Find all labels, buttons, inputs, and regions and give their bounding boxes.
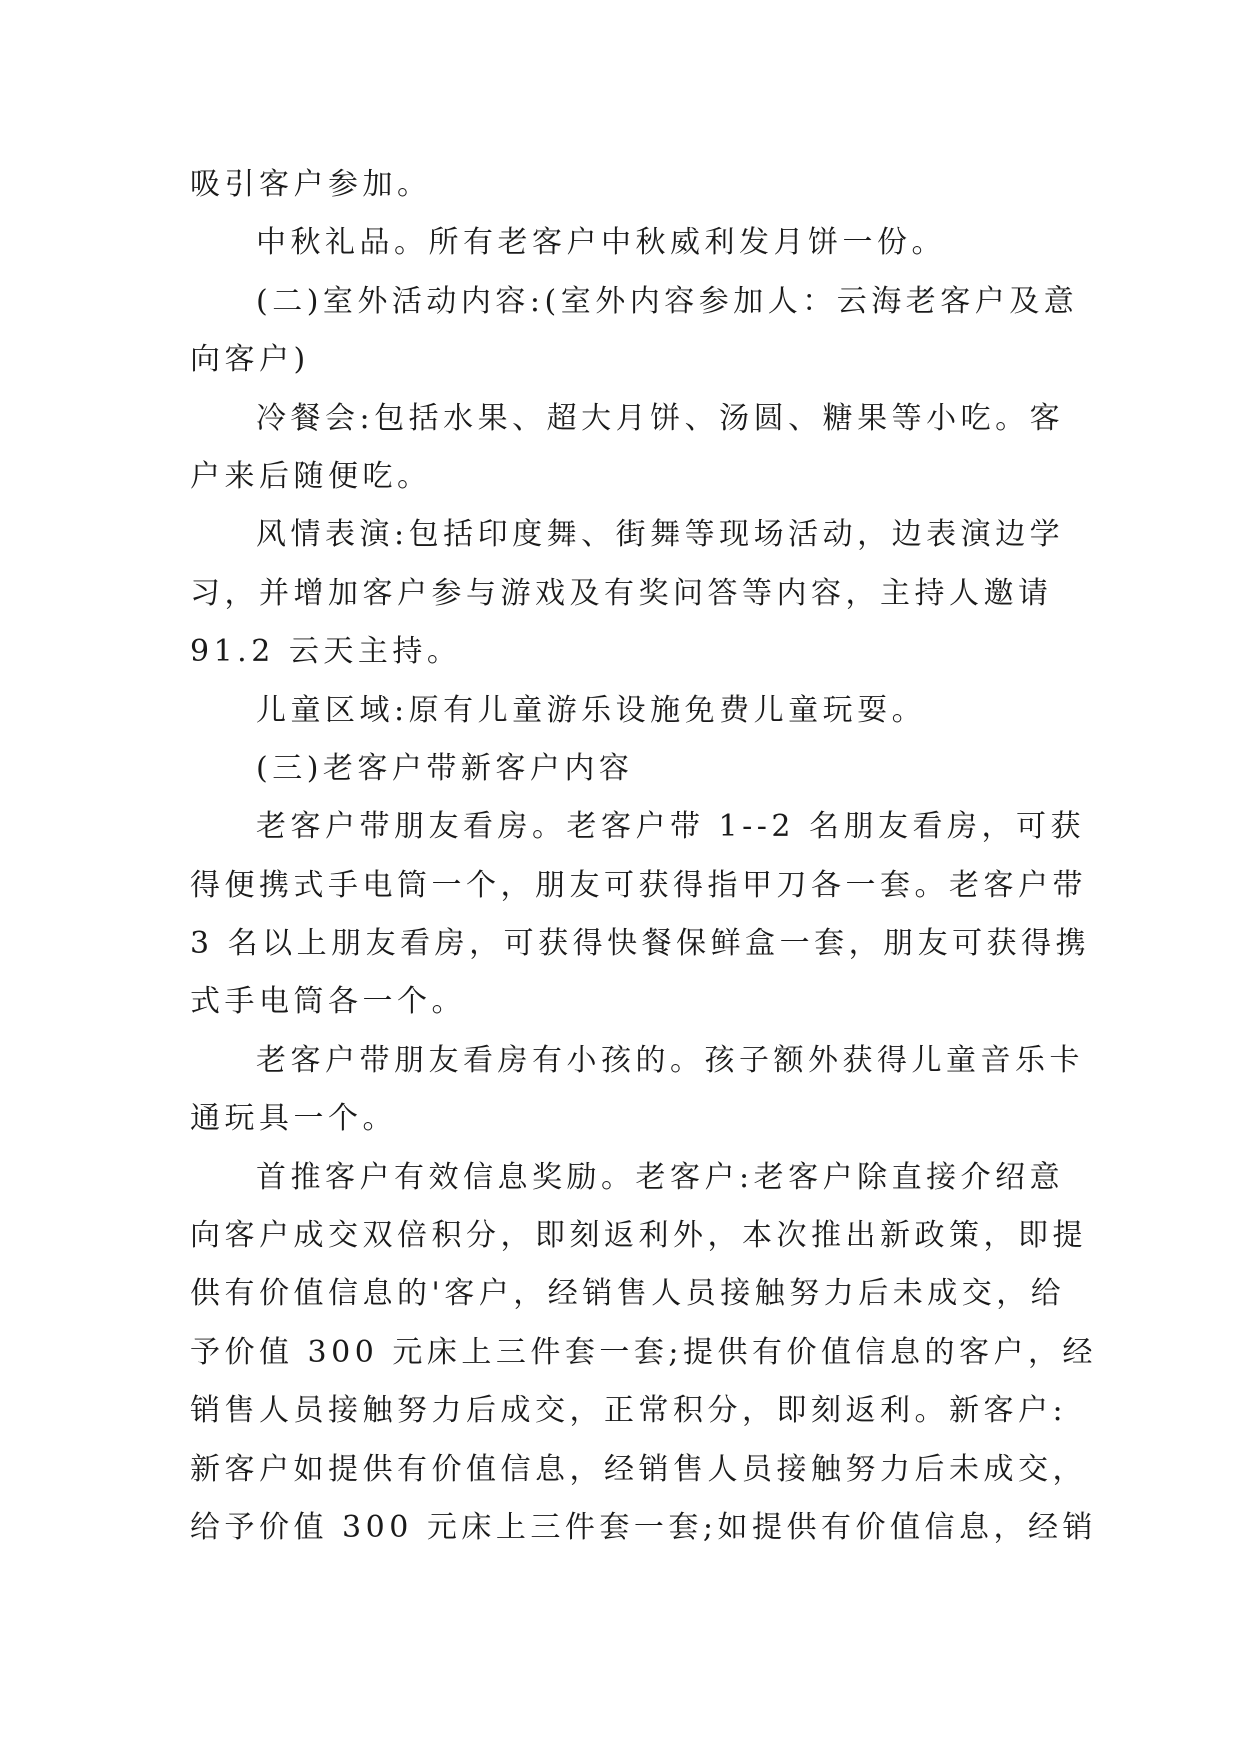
text-line: 冷餐会:包括水果、超大月饼、汤圆、糖果等小吃。客: [256, 400, 1065, 436]
text-line: 儿童区域:原有儿童游乐设施免费儿童玩耍。: [256, 692, 927, 728]
text-line: 老客户带朋友看房。老客户带 1--2 名朋友看房，可获: [256, 809, 1086, 845]
text-line: 给予价值 300 元床上三件套一套;如提供有价值信息，经销: [190, 1509, 1097, 1545]
text-line: 新客户如提供有价值信息，经销售人员接触努力后未成交，: [190, 1451, 1087, 1487]
text-line: 习，并增加客户参与游戏及有奖问答等内容，主持人邀请: [190, 575, 1053, 611]
text-line: 予价值 300 元床上三件套一套;提供有价值信息的客户，经: [190, 1334, 1097, 1370]
text-line: 得便携式手电筒一个，朋友可获得指甲刀各一套。老客户带: [190, 867, 1087, 903]
text-line: 向客户): [190, 342, 310, 378]
text-line: (二)室外活动内容:(室外内容参加人：云海老客户及意: [256, 283, 1079, 319]
text-line: 户来后随便吃。: [190, 458, 432, 494]
text-line: 销售人员接触努力后成交，正常积分，即刻返利。新客户:: [190, 1393, 1068, 1429]
text-line: 供有价值信息的'客户，经销售人员接触努力后未成交，给: [190, 1276, 1066, 1312]
text-line: 吸引客户参加。: [190, 167, 432, 202]
text-line: (三)老客户带新客户内容: [256, 750, 634, 786]
text-line: 首推客户有效信息奖励。老客户:老客户除直接介绍意: [256, 1159, 1065, 1195]
text-line: 风情表演:包括印度舞、街舞等现场活动，边表演边学: [256, 517, 1065, 553]
text-line: 式手电筒各一个。: [190, 984, 466, 1020]
text-line: 中秋礼品。所有老客户中秋威利发月饼一份。: [256, 225, 946, 261]
document-body: [190, 156, 1097, 1557]
text-line: 通玩具一个。: [190, 1101, 397, 1137]
text-line: 老客户带朋友看房有小孩的。孩子额外获得儿童音乐卡: [256, 1042, 1084, 1078]
text-line: 3 名以上朋友看房，可获得快餐保鲜盒一套，朋友可获得携: [190, 926, 1091, 962]
text-line: 91.2 云天主持。: [190, 634, 462, 670]
text-line: 向客户成交双倍积分，即刻返利外，本次推出新政策，即提: [190, 1218, 1087, 1254]
